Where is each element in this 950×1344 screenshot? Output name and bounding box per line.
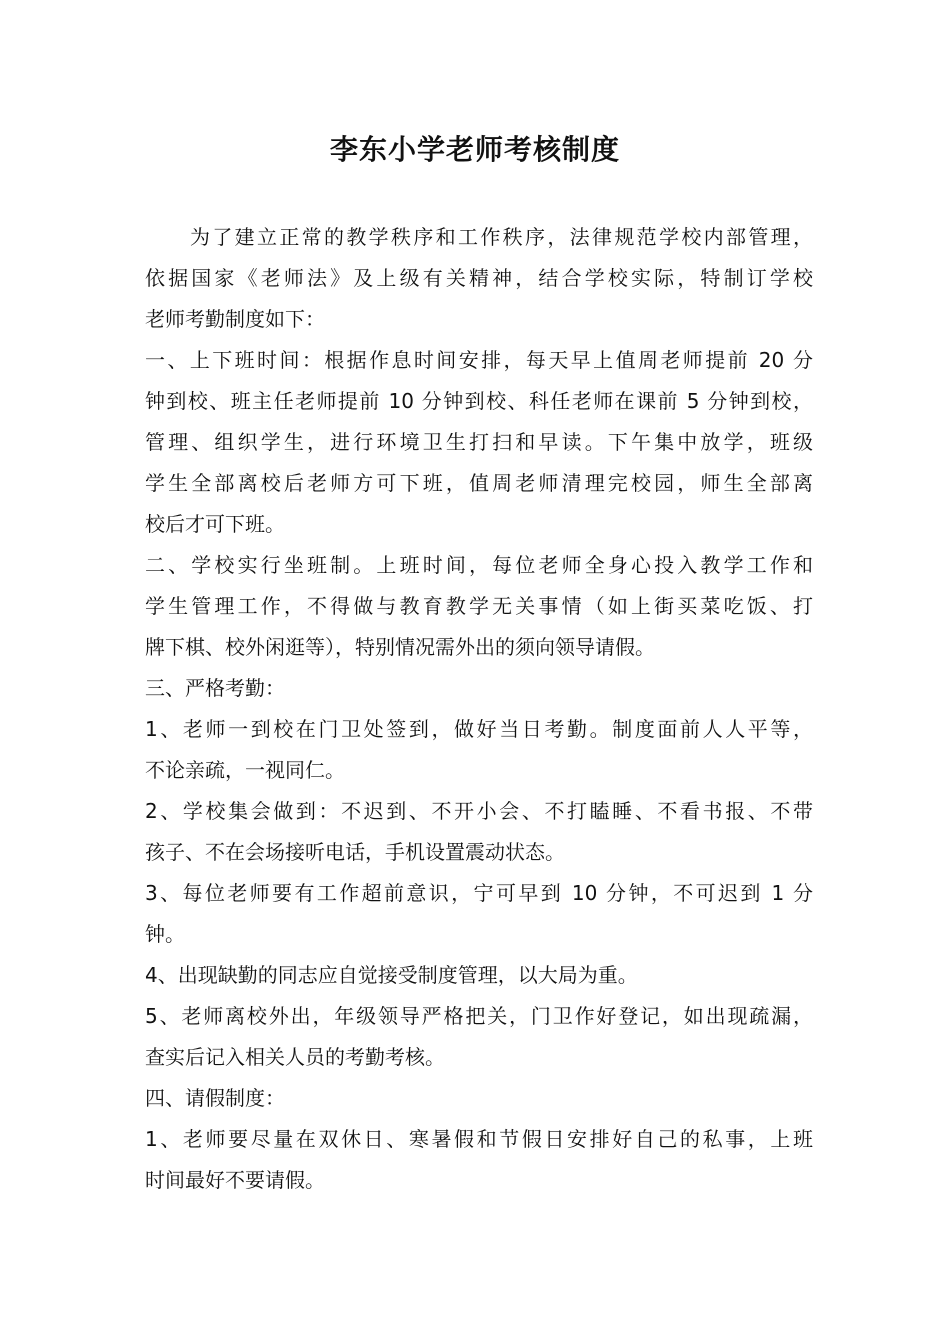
section-line: 管理、组织学生，进行环境卫生打扫和早读。下午集中放学，班级 (145, 430, 813, 454)
rule-item-line: 孩子、不在会场接听电话，手机设置震动状态。 (145, 840, 565, 864)
section-line: 二、学校实行坐班制。上班时间，每位老师全身心投入教学工作和 (145, 553, 813, 577)
rule-item-line: 2、学校集会做到：不迟到、不开小会、不打瞌睡、不看书报、不带 (145, 799, 813, 823)
rule-item-line: 3、每位老师要有工作超前意识，宁可早到 10 分钟，不可迟到 1 分 (145, 881, 813, 905)
rule-item-line: 时间最好不要请假。 (145, 1168, 325, 1192)
document-body (145, 217, 813, 1201)
rule-item-line: 5、老师离校外出，年级领导严格把关，门卫作好登记，如出现疏漏， (145, 1004, 813, 1028)
rule-item-line: 钟。 (145, 922, 185, 946)
paragraph-line: 依据国家《老师法》及上级有关精神，结合学校实际，特制订学校 (145, 266, 813, 290)
paragraph-line: 为了建立正常的教学秩序和工作秩序，法律规范学校内部管理， (190, 225, 813, 249)
section-line: 校后才可下班。 (145, 512, 285, 536)
section-line: 钟到校、班主任老师提前 10 分钟到校、科任老师在课前 5 分钟到校， (145, 389, 813, 413)
rule-item-line: 查实后记入相关人员的考勤考核。 (145, 1045, 445, 1069)
section-line: 学生全部离校后老师方可下班，值周老师清理完校园，师生全部离 (145, 471, 813, 495)
section-line: 牌下棋、校外闲逛等），特别情况需外出的须向领导请假。 (145, 635, 655, 659)
rule-item-line: 4、出现缺勤的同志应自觉接受制度管理，以大局为重。 (145, 963, 638, 987)
section-heading: 四、请假制度： (145, 1086, 285, 1110)
rule-item-line: 1、老师要尽量在双休日、寒暑假和节假日安排好自己的私事，上班 (145, 1127, 813, 1151)
section-line: 学生管理工作，不得做与教育教学无关事情（如上街买菜吃饭、打 (145, 594, 813, 618)
section-line: 一、上下班时间：根据作息时间安排，每天早上值周老师提前 20 分 (145, 348, 813, 372)
rule-item-line: 1、老师一到校在门卫处签到，做好当日考勤。制度面前人人平等， (145, 717, 813, 741)
paragraph-line: 老师考勤制度如下： (145, 307, 325, 331)
rule-item-line: 不论亲疏，一视同仁。 (145, 758, 345, 782)
section-heading: 三、严格考勤： (145, 676, 285, 700)
document-title: 李东小学老师考核制度 (329, 133, 620, 166)
